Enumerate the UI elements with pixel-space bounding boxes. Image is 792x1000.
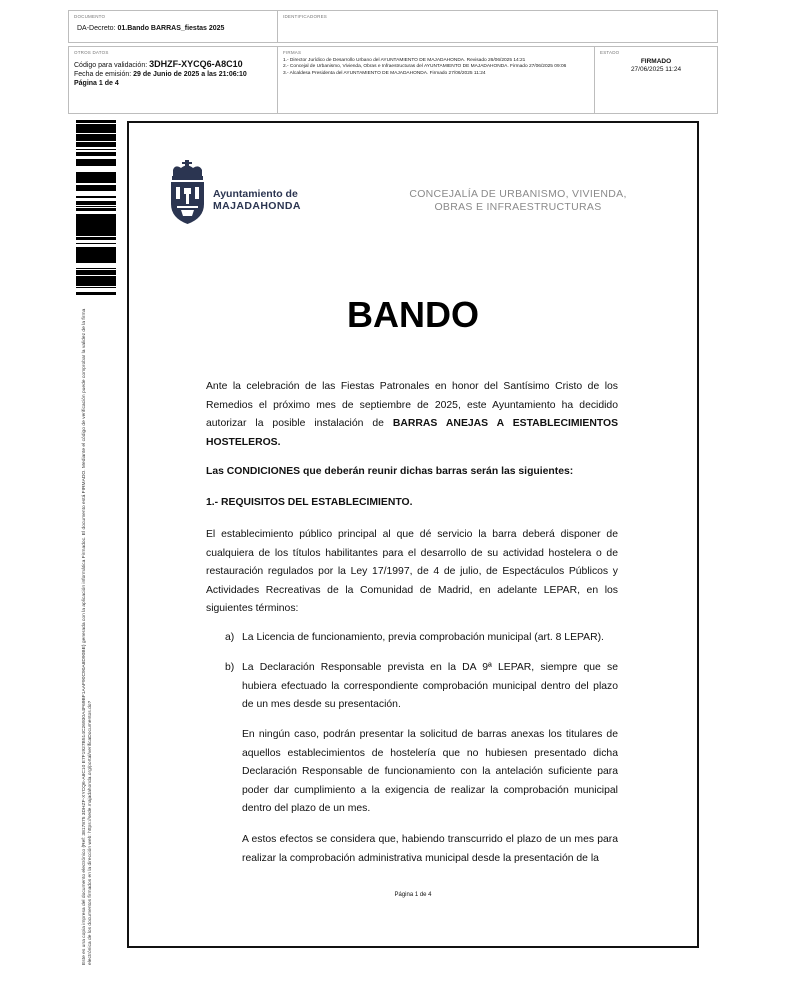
firmas-cell: [277, 47, 594, 113]
otros-datos-cell: [69, 47, 277, 113]
documento-cell: [69, 11, 277, 42]
concejalia-heading: [398, 188, 638, 214]
signature-info-row: [68, 46, 718, 114]
intro-text: Ante la celebración de las Fiestas Patronales en honor del Santísimo Cristo de los Remedios el próximo mes de septiembre de 2025, este Ayuntamiento ha decidido autorizar la posible instalación de: [206, 381, 618, 430]
firma-item: 2.- Concejal de Urbanismo, Vivienda, Obras e Infraestructuras del AYUNTAMIENTO DE MAJADAHONDA. Firmado 27/06/2025 09:06: [283, 64, 567, 70]
validation-code: 3DHZF-XYCQ6-A8C10: [149, 59, 243, 69]
list-item-text: La Declaración Responsable prevista en la DA 9ª LEPAR, siempre que se hubiera efectuado la correspondiente comprobación municipal dentro del plazo de un mes desde su presentación.: [242, 662, 618, 711]
documento-name: 01.Bando BARRAS_fiestas 2025: [117, 25, 225, 32]
documento-label: DOCUMENTO: [74, 14, 106, 19]
document-title: BANDO: [347, 294, 479, 335]
list-marker: b): [225, 662, 235, 673]
firmas-list: [283, 58, 588, 77]
requirements-paragraph: El establecimiento público principal al que dé servicio la barra deberá disponer de cualquiera de los títulos habilitantes para el desarrollo de su actividad hostelera o de restauración regulados por la Ley 17/1997, de 4 de julio, de Espectáculos Públicos y Actividades Recreativas de la Comunidad de Madrid, en adelante LEPAR, en los siguientes términos:: [206, 529, 618, 615]
estado-cell: [594, 47, 717, 113]
concejalia-line2: OBRAS E INFRAESTRUCTURAS: [434, 201, 602, 213]
item-b-paragraph-2: En ningún caso, podrán presentar la solicitud de barras anexas los titulares de aquellos establecimientos de hostelería que no hubiesen presentado dicha Declaración Responsable de funcionamiento con la antelación suficiente para poder dar cumplimiento a la exigencia de realizar la comprobación municipal dentro del plazo de un mes.: [242, 729, 618, 815]
list-item-a: [225, 629, 618, 648]
list-marker: a): [225, 632, 235, 643]
firmas-label: FIRMAS: [283, 50, 302, 55]
list-item-b: [225, 659, 618, 715]
intro-paragraph: [206, 378, 618, 452]
concejalia-line1: CONCEJALÍA DE URBANISMO, VIVIENDA,: [409, 188, 627, 200]
page-count: Página 1 de 4: [74, 80, 119, 87]
estado-date: 27/06/2025 11:24: [630, 66, 682, 73]
fecha-label: Fecha de emisión:: [74, 71, 132, 78]
logo-text-line2: MAJADAHONDA: [213, 200, 301, 212]
intro-bold: BARRAS ANEJAS A ESTABLECIMIENTOS HOSTELEROS.: [206, 418, 618, 448]
documento-prefix: DA-Decreto:: [77, 25, 116, 32]
otros-datos-values: [74, 60, 247, 88]
page-footer: Página 1 de 4: [394, 892, 432, 898]
identificadores-label: IDENTIFICADORES: [283, 14, 328, 19]
barcode: [76, 120, 116, 297]
estado-status: FIRMADO: [640, 58, 672, 65]
crest-icon: [167, 160, 209, 226]
section-1-heading: 1.- REQUISITOS DEL ESTABLECIMIENTO.: [206, 497, 413, 508]
estado-label: ESTADO: [600, 50, 620, 55]
firma-item: 1.- Director Jurídico de Desarrollo Urbano del AYUNTAMIENTO DE MAJADAHONDA. Revisado 26/06/2025 14:21: [283, 58, 526, 63]
document-header-row: [68, 10, 718, 43]
firma-item: 3.- Alcaldesa Presidenta del AYUNTAMIENTO DE MAJADAHONDA. Firmado 27/06/2025 11:24: [283, 70, 486, 76]
otros-datos-label: OTROS DATOS: [74, 50, 109, 55]
verification-margin-text: Este es una copia impresa del documento electrónico (Ref: 3817875 3DHZF-XYCQ6-A8C10 E7F1927B514C26930A4F69BF1AAF90C90A8D90BE) generada con la aplicación informática Firmadoc. El documento está FIRMADO. Mediante el código de verificación puede comprobar la validez de la firma electrónica de los documentos firmados en la dirección web: https://sede.majadahonda.org/portal/verificaDocumentos.do?: [82, 308, 94, 965]
ayuntamiento-logo: [167, 160, 307, 226]
documento-value: [77, 25, 224, 32]
list-item-text: La Licencia de funcionamiento, previa comprobación municipal (art. 8 LEPAR).: [242, 632, 604, 643]
estado-value: [595, 58, 717, 74]
fecha-value: 29 de Junio de 2025 a las 21:06:10: [133, 71, 247, 78]
identificadores-cell: [277, 11, 717, 42]
logo-text-line1: Ayuntamiento de: [213, 188, 298, 200]
conditions-heading: Las CONDICIONES que deberán reunir dichas barras serán las siguientes:: [206, 466, 574, 477]
item-b-paragraph-3: A estos efectos se considera que, habiendo transcurrido el plazo de un mes para realizar la comprobación administrativa municipal desde la presentación de la: [242, 834, 618, 864]
codigo-label: Código para validación:: [74, 62, 148, 69]
